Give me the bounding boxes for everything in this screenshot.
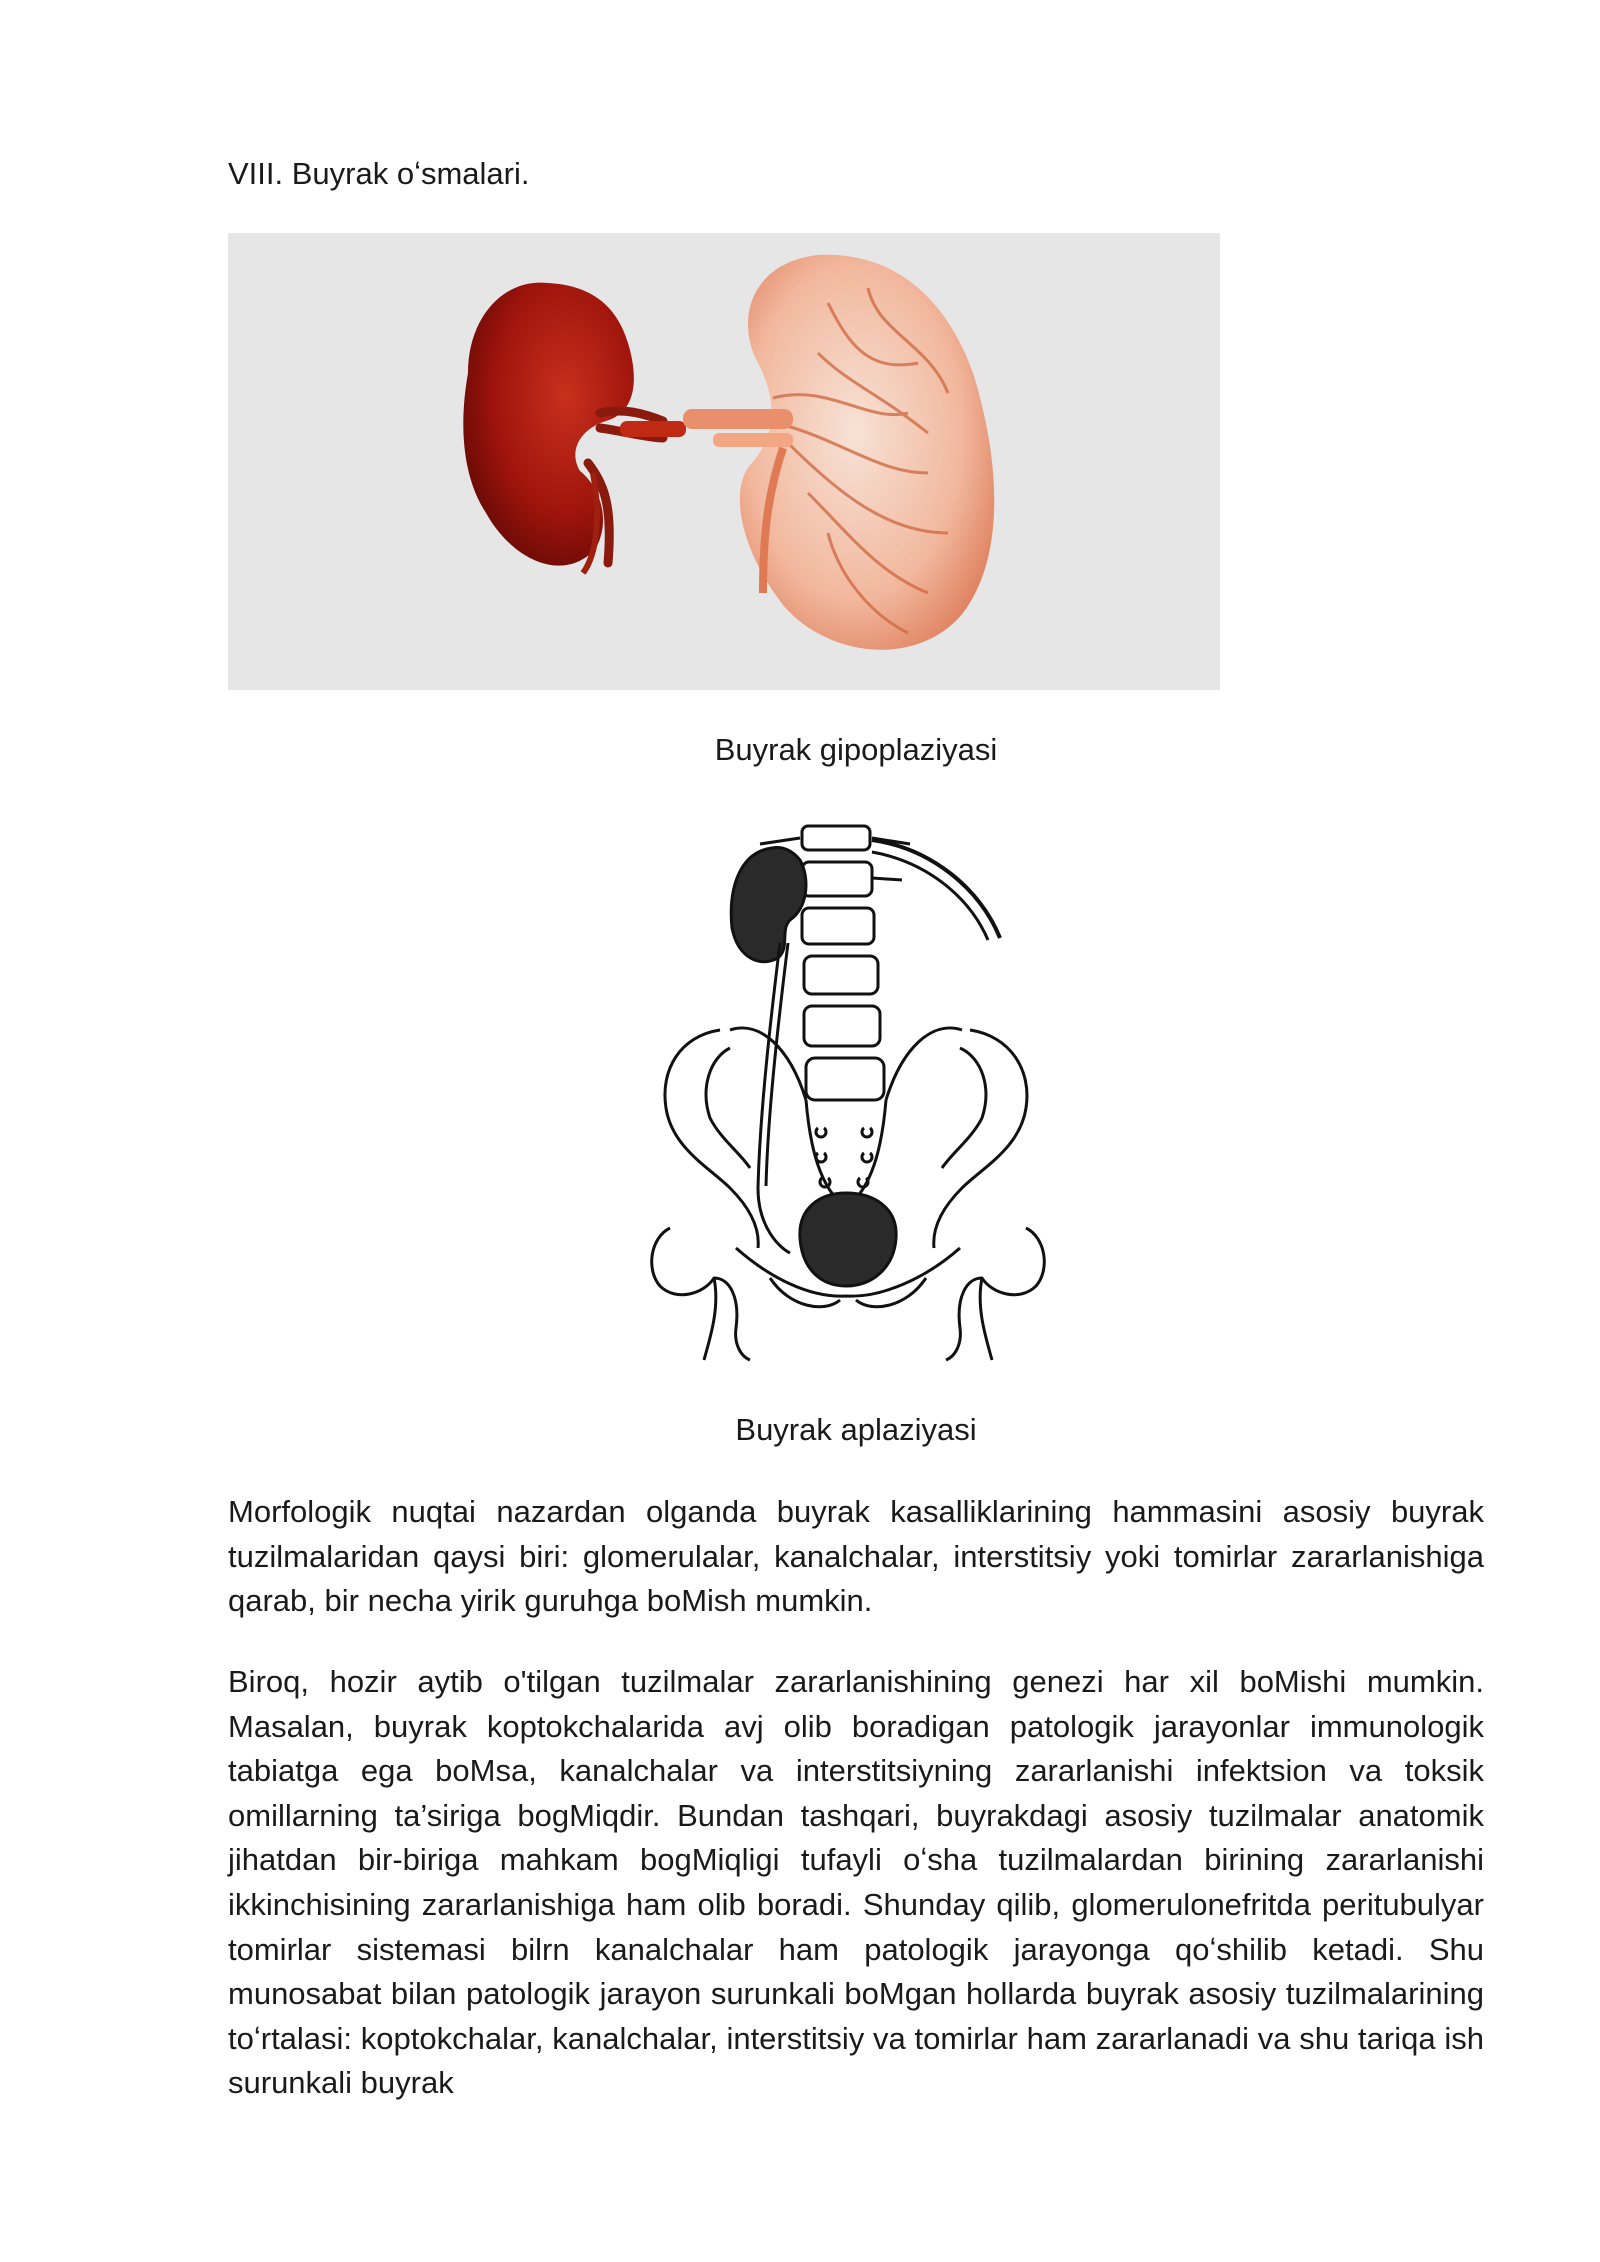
body-paragraph: Morfologik nuqtai nazardan olganda buyrak kasalliklarining hammasini asosiy buyrak tuzilmalaridan qaysi biri: glomerulalar, kanalchalar, interstitsiy yoki tomirlar zararlanishiga qarab, bir necha yirik guruhga boMish mumkin.: [228, 1494, 1484, 1619]
kidney-aplasia-figure: [640, 808, 1080, 1368]
figure-caption: Buyrak aplaziyasi: [735, 1412, 977, 1447]
kidney-hypoplasia-illustration: [228, 233, 1220, 690]
body-paragraph: Biroq, hozir aytib o'tilgan tuzilmalar zararlanishining genezi har xil boMishi mumkin. Masalan, buyrak koptokchalarida avj olib boradigan patologik jarayonlar immunologik tabiatga ega boMsa, kanalchalar va interstitsiyning zararlanishi infektsion va toksik omillarning ta’siriga bogMiqdir. Bundan tashqari, buyrakdagi asosiy tuzilmalar anatomik jihatdan bir-biriga mahkam bogMiqligi tufayli oʻsha tuzilmalardan birining zararlanishi ikkinchisining zararlanishiga ham olib boradi. Shunday qilib, glomerulonefritda peritubulyar tomirlar sistemasi bilrn kanalchalar ham patologik jarayonga qoʻshilib ketadi. Shu munosabat bilan patologik jarayon surunkali boMgan hollarda buyrak asosiy tuzilmalarining toʻrtalasi: koptokchalar, kanalchalar, interstitsiy va tomirlar ham zararlanadi va shu tariqa ish surunkali buyrak: [228, 1664, 1484, 2101]
kidney-aplasia-diagram: [640, 808, 1080, 1368]
section-heading: VIII. Buyrak oʻsmalari.: [228, 156, 530, 191]
figure-caption: Buyrak gipoplaziyasi: [714, 732, 998, 767]
kidney-hypoplasia-figure: [228, 233, 1220, 690]
